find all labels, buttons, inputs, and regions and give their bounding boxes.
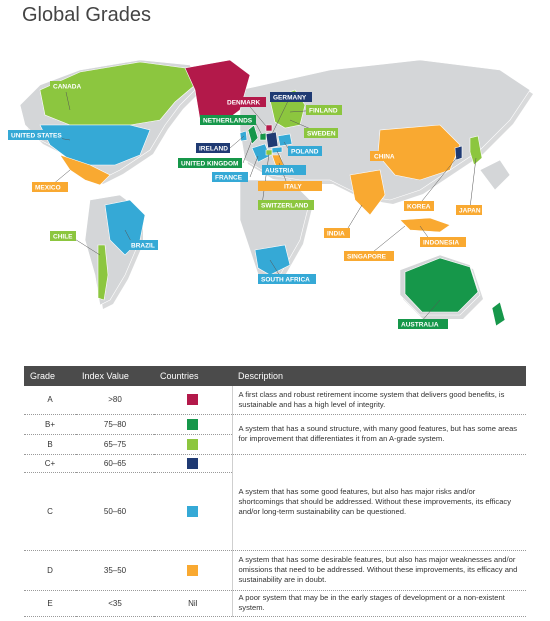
label-australia: AUSTRALIA	[401, 321, 439, 329]
table-row	[24, 590, 526, 616]
grade-color-swatch	[187, 506, 198, 517]
countries-cell: Nil	[154, 590, 232, 616]
grade-cell: D	[24, 550, 76, 590]
label-france: FRANCE	[215, 174, 243, 182]
index-value-cell: 65–75	[76, 434, 154, 454]
countries-cell	[154, 472, 232, 550]
region-new-zealand	[492, 302, 505, 326]
grade-cell: E	[24, 590, 76, 616]
region-netherlands	[260, 133, 266, 140]
description-cell: A system that has some desirable features, but also has major weaknesses and/or omissions that need to be addressed. Without these improvements, its efficacy and sustainability are in doubt.	[232, 550, 526, 590]
table-row	[24, 414, 526, 434]
grade-cell: B	[24, 434, 76, 454]
grade-color-swatch	[187, 394, 198, 405]
label-italy: ITALY	[284, 183, 302, 191]
grade-color-swatch	[187, 458, 198, 469]
label-brazil: BRAZIL	[131, 242, 155, 250]
label-switzerland: SWITZERLAND	[261, 202, 309, 210]
page-title: Global Grades	[22, 4, 151, 26]
description-cell: A system that has some good features, but also has major risks and/or shortcomings that should be addressed. Without these improvements, its efficacy and/or long-term sustainability can be questioned.	[232, 454, 526, 550]
label-united-states: UNITED STATES	[11, 132, 62, 140]
label-united-kingdom: UNITED KINGDOM	[181, 160, 239, 168]
region-korea	[455, 146, 462, 160]
grade-color-swatch	[187, 419, 198, 430]
label-germany: GERMANY	[273, 94, 307, 102]
label-chile: CHILE	[53, 233, 73, 241]
label-poland: POLAND	[291, 148, 319, 156]
label-china: CHINA	[374, 153, 395, 161]
table-row	[24, 550, 526, 590]
index-value-cell: 60–65	[76, 454, 154, 472]
countries-cell	[154, 434, 232, 454]
description-cell: A poor system that may be in the early stages of development or a non-existent system.	[232, 590, 526, 616]
grade-cell: C+	[24, 454, 76, 472]
countries-cell	[154, 550, 232, 590]
col-countries-header: Countries	[154, 366, 232, 386]
index-value-cell: 35–50	[76, 550, 154, 590]
table-row	[24, 386, 526, 414]
grade-color-swatch	[187, 439, 198, 450]
label-india: INDIA	[327, 230, 345, 238]
index-value-cell: >80	[76, 386, 154, 414]
region-germany	[266, 132, 278, 148]
label-sweden: SWEDEN	[307, 130, 336, 138]
grade-cell: C	[24, 472, 76, 550]
countries-cell	[154, 414, 232, 434]
label-south-africa: SOUTH AFRICA	[261, 276, 310, 284]
region-denmark	[266, 125, 272, 131]
col-grade-header: Grade	[24, 366, 76, 386]
col-description-header: Description	[232, 366, 526, 386]
label-indonesia: INDONESIA	[423, 239, 460, 247]
label-singapore: SINGAPORE	[347, 253, 387, 261]
table-row	[24, 454, 526, 472]
region-austria	[272, 147, 282, 153]
index-value-cell: 75–80	[76, 414, 154, 434]
index-value-cell: <35	[76, 590, 154, 616]
label-ireland: IRELAND	[199, 145, 228, 153]
col-index-header: Index Value	[76, 366, 154, 386]
description-cell: A first class and robust retirement income system that delivers good benefits, is sustainable and has a high level of integrity.	[232, 386, 526, 414]
description-cell: A system that has a sound structure, with many good features, but has some areas for improvement that differentiates it from an A-grade system.	[232, 414, 526, 454]
region-ireland	[240, 131, 247, 141]
region-poland	[278, 134, 292, 146]
countries-cell	[154, 386, 232, 414]
label-netherlands: NETHERLANDS	[203, 117, 253, 125]
label-japan: JAPAN	[459, 207, 481, 215]
label-mexico: MEXICO	[35, 184, 61, 192]
grades-table	[24, 366, 526, 617]
label-finland: FINLAND	[309, 107, 338, 115]
world-map	[0, 30, 550, 340]
label-canada: CANADA	[53, 83, 82, 91]
region-indonesia	[400, 218, 450, 232]
countries-cell	[154, 454, 232, 472]
label-austria: AUSTRIA	[265, 167, 294, 175]
label-denmark: DENMARK	[227, 99, 261, 107]
grade-color-swatch	[187, 565, 198, 576]
index-value-cell: 50–60	[76, 472, 154, 550]
table-header-row	[24, 366, 526, 386]
region-india	[350, 170, 385, 215]
grade-cell: A	[24, 386, 76, 414]
grade-cell: B+	[24, 414, 76, 434]
label-korea: KOREA	[407, 203, 431, 211]
